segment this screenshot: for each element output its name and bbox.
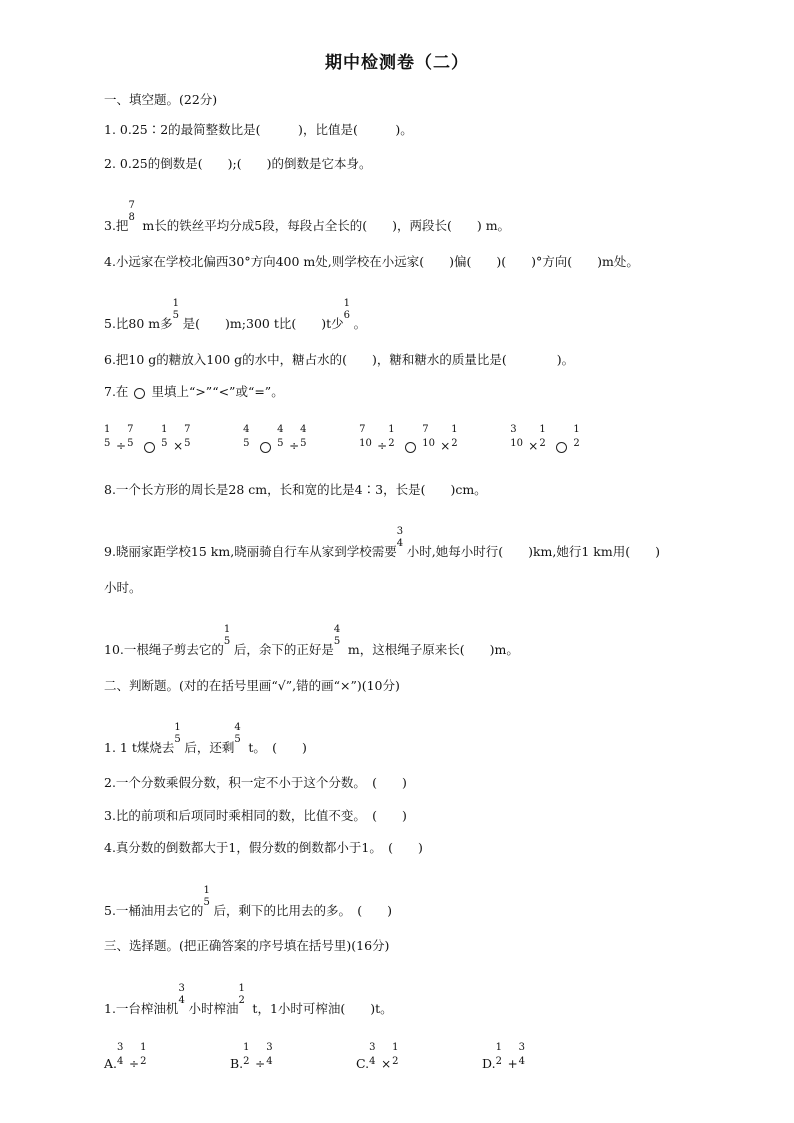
question-3-1: 1.一台榨油机 3 4 小时榨油 1 2 t，1小时可榨油( )t。 xyxy=(104,983,393,1016)
section-3-heading: 三、选择题。(把正确答案的序号填在括号里)(16分) xyxy=(104,938,390,953)
question-1-9-cont: 小时。 xyxy=(104,580,142,595)
question-2-3: 3.比的前项和后项同时乘相同的数，比值不变。 ( ) xyxy=(104,808,407,823)
q3-prefix: 3.把 xyxy=(104,218,129,233)
answer-circle[interactable] xyxy=(556,442,567,453)
fraction: 1 5 xyxy=(172,298,180,321)
answer-circle[interactable] xyxy=(260,442,271,453)
q3-suffix: m长的铁丝平均分成5段，每段占全长的( )，两段长( ) m。 xyxy=(138,218,511,233)
option-a[interactable]: A. 3 4 ÷ 1 2 xyxy=(104,1042,147,1071)
option-c[interactable]: C. 3 4 × 1 2 xyxy=(356,1042,399,1071)
comparison-group-2: 4 5 4 5 ÷ 4 5 xyxy=(243,424,307,453)
question-2-1: 1. 1 t煤烧去 1 5 后，还剩 4 5 t。 ( ) xyxy=(104,722,307,755)
options-row xyxy=(104,1042,704,1078)
fraction: 4 5 xyxy=(333,624,341,647)
comparison-group-1: 1 5 ÷ 7 5 1 5 × 7 5 xyxy=(104,424,191,453)
question-1-3 xyxy=(104,200,511,234)
answer-circle[interactable] xyxy=(144,442,155,453)
option-b[interactable]: B. 1 2 ÷ 3 4 xyxy=(230,1042,273,1071)
section-1-heading: 一、填空题。(22分) xyxy=(104,92,218,107)
page-title: 期中检测卷（二） xyxy=(325,53,469,73)
circle-icon xyxy=(134,388,145,399)
fraction: 1 5 xyxy=(223,624,231,647)
fraction: 4 5 xyxy=(234,722,241,745)
question-1-1: 1. 0.25∶2的最简整数比是( )，比值是( )。 xyxy=(104,122,413,137)
fraction: 1 6 xyxy=(343,298,350,321)
question-1-5: 5.比80 m多 1 5 是( )m;300 t比( )t少 1 6 。 xyxy=(104,298,367,331)
fraction: 1 5 xyxy=(174,722,181,745)
fraction: 1 2 xyxy=(238,983,245,1006)
fraction: 3 4 xyxy=(396,526,404,549)
question-1-2: 2. 0.25的倒数是( );( )的倒数是它本身。 xyxy=(104,156,372,171)
answer-circle[interactable] xyxy=(405,442,416,453)
question-2-2: 2.一个分数乘假分数，积一定不小于这个分数。 ( ) xyxy=(104,775,407,790)
question-1-9: 9.晓丽家距学校15 km,晓丽骑自行车从家到学校需要 3 4 小时,她每小时行( )km,她行1 km用( ) xyxy=(104,526,660,559)
fraction: 3 4 xyxy=(178,983,185,1006)
question-1-8: 8.一个长方形的周长是28 cm，长和宽的比是4∶3，长是( )cm。 xyxy=(104,482,487,497)
fraction: 7 8 xyxy=(128,200,135,223)
question-1-7: 7.在 里填上“>”“<”或“=”。 xyxy=(104,384,284,399)
fraction: 1 5 xyxy=(203,885,210,908)
question-1-4: 4.小远家在学校北偏西30°方向400 m处,则学校在小远家( )偏( )( )°方向( )m处。 xyxy=(104,254,639,269)
comparison-group-3: 7 10 ÷ 1 2 7 10 × 1 2 xyxy=(359,424,458,453)
section-2-heading: 二、判断题。(对的在括号里画“√”,错的画“×”)(10分) xyxy=(104,678,400,693)
question-1-6: 6.把10 g的糖放入100 g的水中，糖占水的( )，糖和糖水的质量比是( )。 xyxy=(104,352,575,367)
option-d[interactable]: D. 1 2 + 3 4 xyxy=(482,1042,525,1071)
question-1-10: 10.一根绳子剪去它的 1 5 后，余下的正好是 4 5 m，这根绳子原来长( )m。 xyxy=(104,624,519,657)
comparison-group-4: 3 10 × 1 2 1 2 xyxy=(510,424,580,453)
question-2-4: 4.真分数的倒数都大于1，假分数的倒数都小于1。 ( ) xyxy=(104,840,423,855)
question-2-5: 5.一桶油用去它的 1 5 后，剩下的比用去的多。 ( ) xyxy=(104,885,392,918)
comparison-row xyxy=(104,424,628,458)
